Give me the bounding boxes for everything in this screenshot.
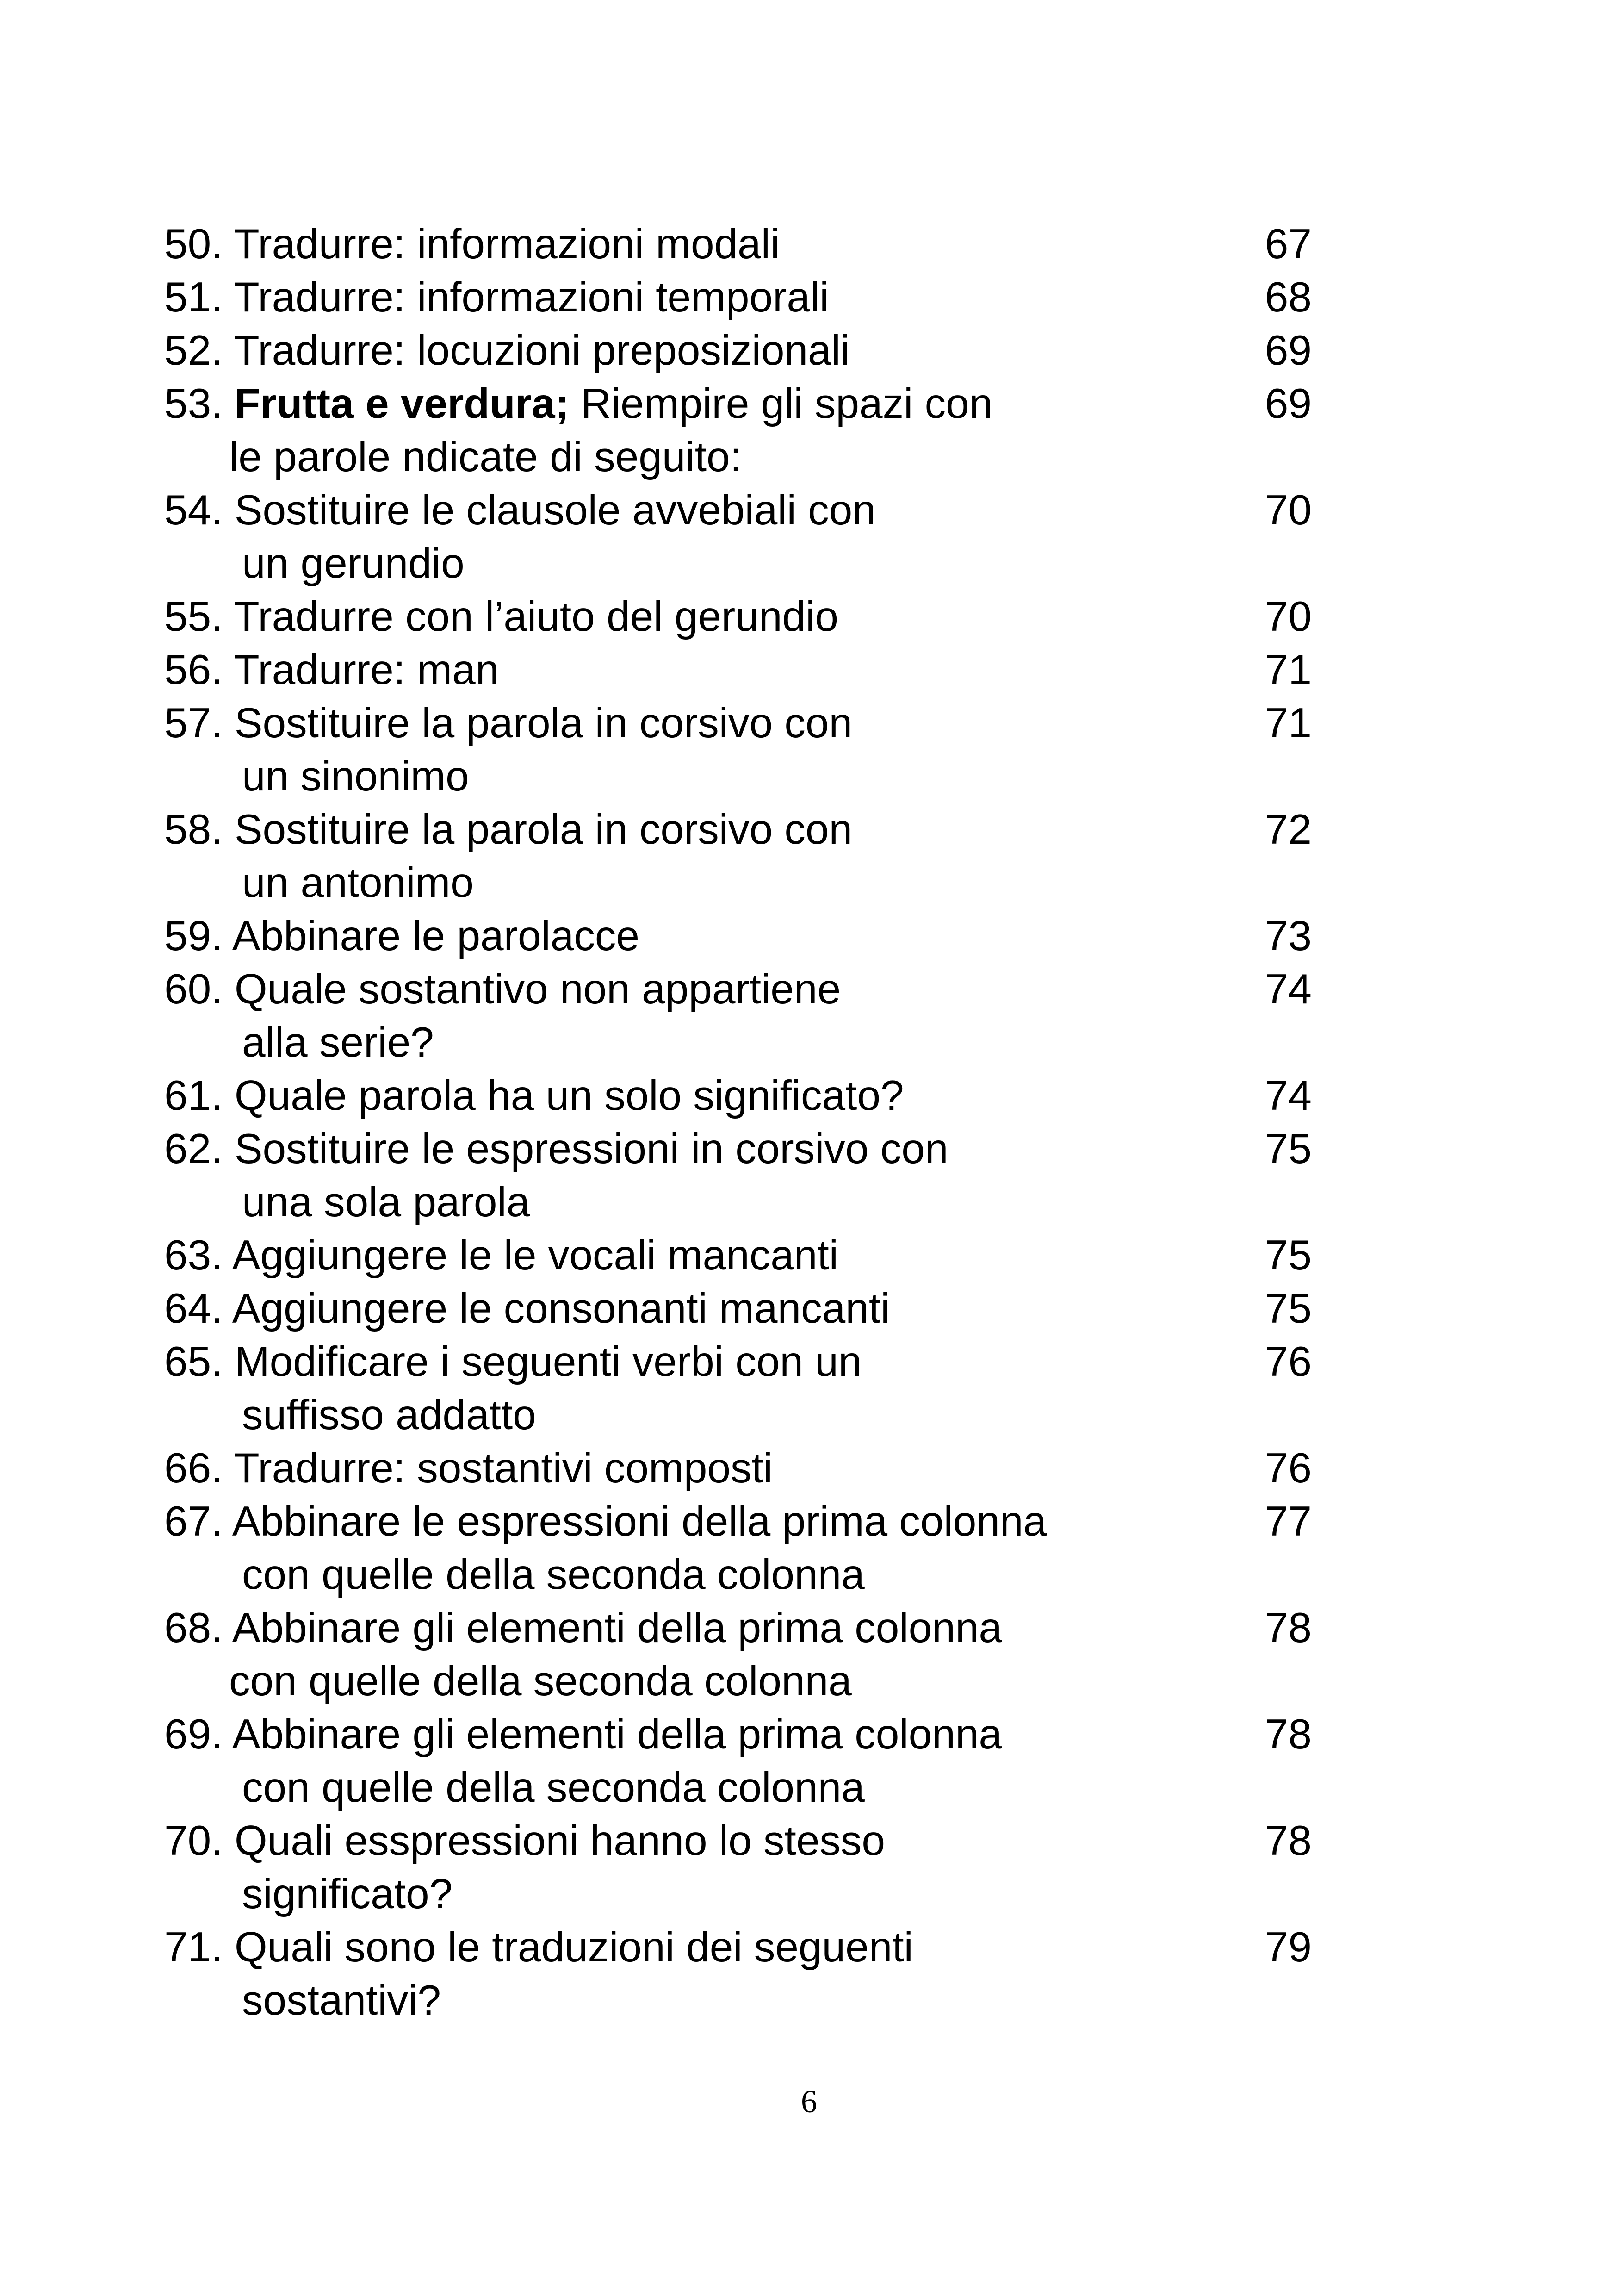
entry-title: Tradurre con l’aiuto del gerundio <box>234 593 838 640</box>
entry-page-number: 72 <box>1265 806 1312 853</box>
entry-page-number: 76 <box>1265 1445 1312 1492</box>
table-of-contents <box>164 218 1312 2027</box>
entry-title: Tradurre: man <box>234 647 499 693</box>
entry-title-continuation: suffisso addatto <box>242 1392 536 1438</box>
entry-title: Tradurre: informazioni modali <box>234 221 780 268</box>
entry-title: Aggiungere le le vocali mancanti <box>232 1232 838 1279</box>
entry-title: Sostituire la parola in corsivo con <box>234 806 853 853</box>
entry-page-number: 75 <box>1265 1285 1312 1332</box>
entry-page-number: 77 <box>1265 1498 1312 1545</box>
entry-page-number: 74 <box>1265 966 1312 1013</box>
entry-title: Tradurre: informazioni temporali <box>234 274 829 321</box>
entry-number: 57. <box>164 700 223 747</box>
entry-page-number: 76 <box>1265 1338 1312 1385</box>
toc-entry-61 <box>164 1069 1312 1122</box>
toc-entry-63 <box>164 1229 1312 1282</box>
entry-number: 68. <box>164 1605 223 1651</box>
entry-number: 69. <box>164 1711 223 1758</box>
entry-number: 52. <box>164 327 223 374</box>
entry-number: 50. <box>164 221 223 268</box>
entry-number: 51. <box>164 274 223 321</box>
entry-page-number: 69 <box>1265 327 1312 374</box>
entry-page-number: 67 <box>1265 221 1312 268</box>
entry-number: 65. <box>164 1338 223 1385</box>
entry-page-number: 79 <box>1265 1924 1312 1971</box>
entry-title: Sostituire la parola in corsivo con <box>234 700 853 747</box>
entry-number: 59. <box>164 913 223 959</box>
entry-page-number: 71 <box>1265 647 1312 693</box>
entry-number: 54. <box>164 487 223 534</box>
entry-number: 62. <box>164 1126 223 1172</box>
entry-title: Modificare i seguenti verbi con un <box>234 1338 862 1385</box>
entry-number: 63. <box>164 1232 223 1279</box>
entry-number: 70. <box>164 1817 223 1864</box>
toc-entry-58 <box>164 803 1312 909</box>
entry-title: Aggiungere le consonanti mancanti <box>232 1285 890 1332</box>
footer-page-number: 6 <box>801 2084 817 2120</box>
toc-entry-64 <box>164 1282 1312 1335</box>
toc-entry-69 <box>164 1708 1312 1814</box>
entry-title-continuation: una sola parola <box>242 1179 530 1226</box>
toc-entry-68 <box>164 1601 1312 1708</box>
entry-page-number: 68 <box>1265 274 1312 321</box>
entry-title-continuation: un gerundio <box>242 540 465 587</box>
entry-page-number: 78 <box>1265 1711 1312 1758</box>
entry-title-continuation: significato? <box>242 1871 453 1917</box>
toc-entry-50 <box>164 218 1312 271</box>
entry-title-continuation: le parole ndicate di seguito: <box>229 434 742 480</box>
entry-page-number: 70 <box>1265 487 1312 534</box>
entry-title-continuation: con quelle della seconda colonna <box>242 1551 865 1598</box>
entry-number: 55. <box>164 593 223 640</box>
entry-title-continuation: con quelle della seconda colonna <box>242 1764 865 1811</box>
toc-entry-62 <box>164 1122 1312 1229</box>
entry-title-continuation: un antonimo <box>242 859 474 906</box>
entry-number: 64. <box>164 1285 223 1332</box>
entry-page-number: 74 <box>1265 1072 1312 1119</box>
entry-title: Quali sono le traduzioni dei seguenti <box>234 1924 913 1971</box>
entry-title: Quale parola ha un solo significato? <box>234 1072 904 1119</box>
entry-title: Riempire gli spazi con <box>569 380 993 427</box>
entry-number: 58. <box>164 806 223 853</box>
toc-entry-51 <box>164 271 1312 324</box>
toc-entry-71 <box>164 1921 1312 2027</box>
toc-entry-54 <box>164 484 1312 590</box>
toc-entry-70 <box>164 1814 1312 1921</box>
toc-entry-57 <box>164 697 1312 803</box>
toc-entry-67 <box>164 1495 1312 1601</box>
toc-entry-52 <box>164 324 1312 377</box>
entry-title: Abbinare gli elementi della prima colonna <box>232 1711 1003 1758</box>
entry-title: Quale sostantivo non appartiene <box>234 966 841 1013</box>
toc-entry-65 <box>164 1335 1312 1442</box>
toc-entry-53 <box>164 377 1312 484</box>
entry-number: 56. <box>164 647 223 693</box>
entry-number: 60. <box>164 966 223 1013</box>
toc-entry-59 <box>164 909 1312 963</box>
toc-entry-55 <box>164 590 1312 643</box>
entry-page-number: 75 <box>1265 1232 1312 1279</box>
entry-page-number: 73 <box>1265 913 1312 959</box>
entry-page-number: 78 <box>1265 1605 1312 1651</box>
entry-number: 71. <box>164 1924 223 1971</box>
toc-entry-66 <box>164 1442 1312 1495</box>
entry-title-continuation: alla serie? <box>242 1019 434 1066</box>
entry-number: 53. <box>164 380 223 427</box>
entry-title: Sostituire le espressioni in corsivo con <box>234 1126 948 1172</box>
entry-title: Quali esspressioni hanno lo stesso <box>234 1817 886 1864</box>
entry-title-continuation: con quelle della seconda colonna <box>229 1658 852 1705</box>
entry-page-number: 71 <box>1265 700 1312 747</box>
entry-title: Abbinare le espressioni della prima colonna <box>232 1498 1047 1545</box>
entry-title: Abbinare gli elementi della prima colonna <box>232 1605 1003 1651</box>
entry-title-continuation: un sinonimo <box>242 753 469 800</box>
entry-page-number: 70 <box>1265 593 1312 640</box>
entry-bold-title: Frutta e verdura; <box>234 380 569 427</box>
toc-entry-56 <box>164 643 1312 697</box>
entry-title: Tradurre: sostantivi composti <box>234 1445 773 1492</box>
entry-title-continuation: sostantivi? <box>242 1977 441 2024</box>
entry-number: 61. <box>164 1072 223 1119</box>
entry-page-number: 78 <box>1265 1817 1312 1864</box>
entry-number: 66. <box>164 1445 223 1492</box>
entry-number: 67. <box>164 1498 223 1545</box>
entry-title: Sostituire le clausole avvebiali con <box>234 487 876 534</box>
toc-entry-60 <box>164 963 1312 1069</box>
entry-page-number: 75 <box>1265 1126 1312 1172</box>
entry-title: Abbinare le parolacce <box>232 913 640 959</box>
entry-title: Tradurre: locuzioni preposizionali <box>234 327 850 374</box>
entry-page-number: 69 <box>1265 380 1312 427</box>
